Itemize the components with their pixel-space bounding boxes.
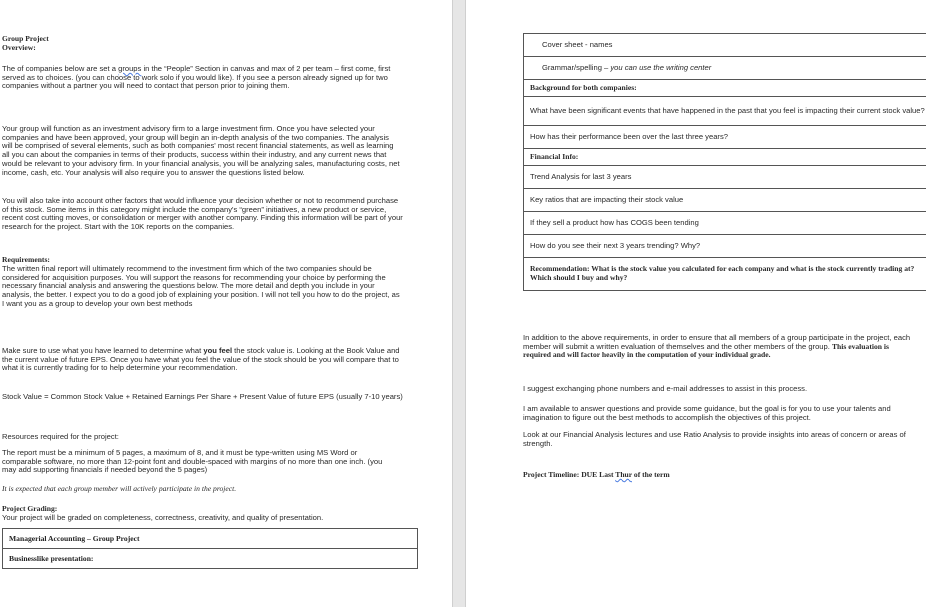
requirements-paragraph: The written final report will ultimately recommend to the investment firm which of the two companies should be considered for acquisition purposes. You will support the reasons for recommending your choice by performing the necessary financial analysis and answering the questions below. The more detail and depth you include in your analysis, the better. I expect you to do a good job of explaining your position. I will not tell you how to do the project, as I want you as a group to develop your own best methods [2,264,400,308]
events-question-cell: What have been significant events that have happened in the past that you feel is impacting their current stock value? [524,97,926,126]
ratios-cell: Key ratios that are impacting their stock value [524,189,926,212]
grading-heading: Project Grading: [2,504,58,513]
page-gutter [452,0,466,607]
grammar-cell: Grammar/spelling – you can use the writing center [524,57,926,80]
requirements-table [523,33,926,291]
thur-misspelled-word[interactable]: Thur [615,470,632,479]
project-timeline: Project Timeline: DUE Last Thur of the term [523,470,670,479]
cover-sheet-cell: Cover sheet - names [524,34,926,57]
trend-cell: Trend Analysis for last 3 years [524,166,926,189]
table-cell-presentation: Businesslike presentation: [3,549,418,569]
report-length-paragraph: The report must be a minimum of 5 pages, a maximum of 8, and it must be type-written using MS Word or comparable software, no more than 12-point font and double-spaced with margins of no more than one inch. (you may add supporting financials if needed beyond the 5 pages) [2,448,383,475]
available-paragraph: I am available to answer questions and provide some guidance, but the goal is for you to use your talents and imagination to figure out the best methods to accomplish the objectives of this project. [523,404,891,422]
resources-label: Resources required for the project: [2,432,119,441]
performance-question-cell: How has their performance been over the last three years? [524,126,926,149]
project-header-table [2,528,418,569]
grading-text: Your project will be graded on completeness, correctness, creativity, and quality of presentation. [2,513,324,522]
phone-paragraph: I suggest exchanging phone numbers and e-mail addresses to assist in this process. [523,384,808,393]
financial-heading-cell: Financial Info: [524,149,926,166]
groups-misspelled-word[interactable]: groups [118,64,142,73]
background-heading-cell: Background for both companies: [524,80,926,97]
recommendation-cell: Recommendation: What is the stock value you calculated for each company and what is the stock currently trading at? Which should I buy and why? [524,258,926,291]
stock-value-paragraph: Make sure to use what you have learned to determine what you feel the stock value is. Looking at the Book Value and the current value of future EPS. Once you have what you feel the value of the stock should be you will compare that to what it is currently trading for to help determine your recommendation. [2,346,400,373]
requirements-heading: Requirements: [2,255,50,264]
document-page-right [466,0,926,607]
lectures-paragraph: Look at our Financial Analysis lectures and use Ratio Analysis to provide insights into areas of concern or areas of strength. [523,430,906,448]
participation-note: It is expected that each group member will actively participate in the project. [2,484,237,493]
overview-heading: Overview: [2,43,36,52]
firm-paragraph: Your group will function as an investment advisory firm to a large investment firm. Once you have selected your companies and have been approved, your group will begin an in-depth analysis of the two companies. The analysis will be comprised of several elements, such as both companies' most recent financial statements, as well as learning all you can about the companies in terms of their products, success within their industry, and any current news that would be relevant to your advisory firm. In your financial analysis, you will be analyzing sales, manufacturing costs, net income, cash, etc. Your analysis will also require you to answer the questions listed below. [2,124,400,177]
document-page-left [0,0,452,607]
project-title: Group Project [2,34,49,43]
factors-paragraph: You will also take into account other factors that would influence your decision whether or not to recommend purchase of this stock. Some items in this category might include the company's “green” initiatives, a new product or service, recent cost cutting moves, or consolidation or merger with another company. Finding this information will be part of your research for the project. Start with the 10K reports on the companies. [2,196,403,232]
next-years-cell: How do you see their next 3 years trending? Why? [524,235,926,258]
intro-paragraph: The of companies below are set a groups in the “People” Section in canvas and max of 2 per team – first come, first served as to choices. (you can choose to work solo if you would like). If you see a person already signed up for two companies without a partner you will need to contact that person prior to joining them. [2,64,391,91]
cogs-cell: If they sell a product how has COGS been tending [524,212,926,235]
stock-value-formula: Stock Value = Common Stock Value + Retained Earnings Per Share + Present Value of future EPS (usually 7-10 years) [2,392,403,401]
table-cell-course: Managerial Accounting – Group Project [3,529,418,549]
evaluation-paragraph: In addition to the above requirements, in order to ensure that all members of a group participate in the project, each member will submit a written evaluation of themselves and the other members of the group. This evaluation is required and will factor heavily in the computation of your individual grade. [523,333,911,360]
